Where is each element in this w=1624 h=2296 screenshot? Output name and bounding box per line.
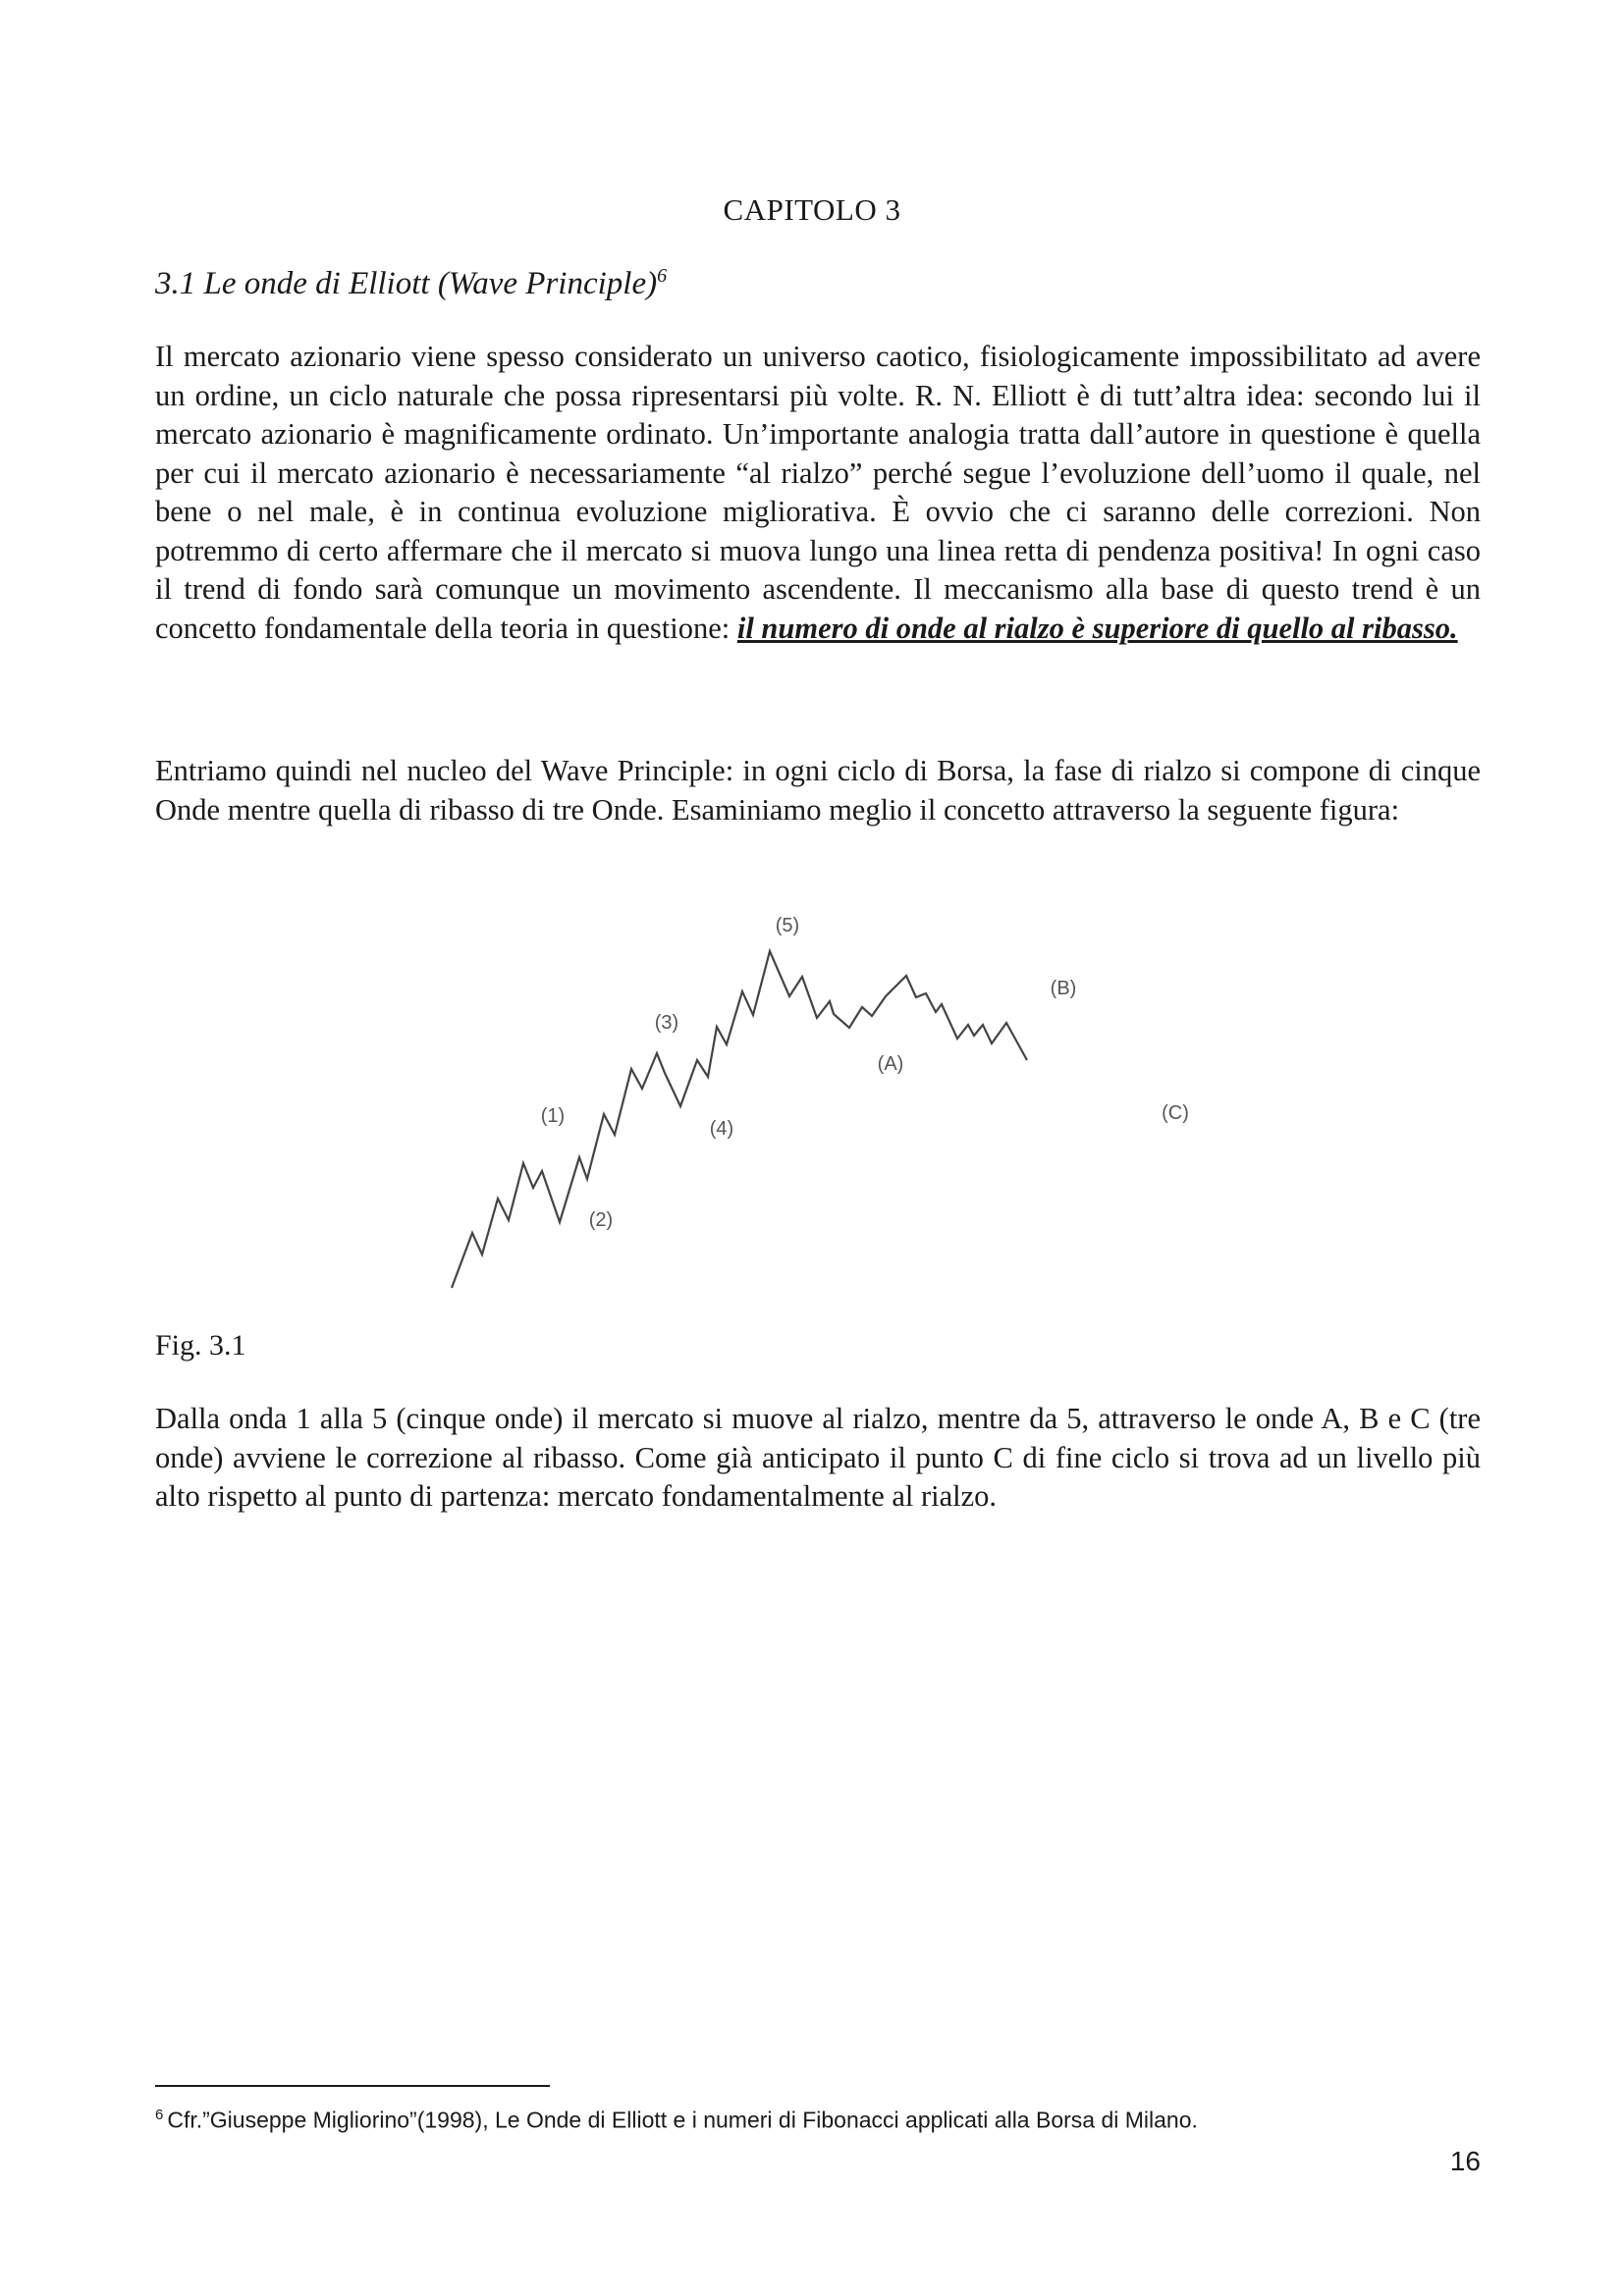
wave-label-1: (1) — [540, 1105, 566, 1127]
paragraph-intro-emphasis: il numero di onde al rialzo è superiore di quello al ribasso. — [736, 611, 1458, 645]
wave-label-a: (A) — [877, 1053, 904, 1075]
paragraph-wave-principle: Entriamo quindi nel nucleo del Wave Principle: in ogni ciclo di Borsa, la fase di rialzo si compone di cinque Onde mentre quella di ribasso di tre Onde. Esaminiamo meglio il concetto attraverso la seguente figura: — [155, 754, 1481, 827]
paragraph-intro-text: Il mercato azionario viene spesso considerato un universo caotico, fisiologicamente impossibilitato ad avere un ordine, un ciclo naturale che possa ripresentarsi più volte. R. N. Elliott è di tutt’altra idea: secondo lui il mercato azionario è magnificamente ordinato. Un’importante analogia tratta dall’autore in questione è quella per cui il mercato azionario è necessariamente “al rialzo” perché segue l’evoluzione dell’uomo il quale, nel bene o nel male, è in continua evoluzione migliorativa. È ovvio che ci saranno delle correzioni. Non potremmo di certo affermare che il mercato si muova lungo una linea retta di pendenza positiva! In ogni caso il trend di fondo sarà comunque un movimento ascendente. Il meccanismo alla base di questo trend è un concetto fondamentale della teoria in questione: — [155, 340, 1481, 645]
wave-label-b: (B) — [1050, 978, 1077, 999]
footnote-number: 6 — [155, 2107, 164, 2123]
footnote-text: Cfr.”Giuseppe Migliorino”(1998), Le Onde di Elliott e i numeri di Fibonacci applicati alla Borsa di Milano. — [167, 2107, 1198, 2133]
chapter-heading: CAPITOLO 3 — [723, 192, 901, 227]
wave-label-4: (4) — [709, 1118, 734, 1140]
wave-label-5: (5) — [775, 915, 800, 936]
elliott-wave-figure — [432, 898, 1218, 1310]
wave-line — [452, 951, 1027, 1288]
footnote — [155, 2107, 1198, 2134]
footnote-reference[interactable]: 6 — [657, 265, 668, 287]
paragraph-intro — [155, 338, 1481, 648]
figure-caption: Fig. 3.1 — [155, 1329, 246, 1362]
section-title-text: 3.1 Le onde di Elliott (Wave Principle) — [155, 266, 658, 301]
page-number: 16 — [1449, 2146, 1481, 2176]
wave-label-c: (C) — [1162, 1102, 1189, 1124]
wave-label-2: (2) — [588, 1209, 614, 1231]
footnote-divider — [155, 2085, 550, 2087]
paragraph-conclusion: Dalla onda 1 alla 5 (cinque onde) il mercato si muove al rialzo, mentre da 5, attraverso le onde A, B e C (tre onde) avviene le correzione al ribasso. Come già anticipato il punto C di fine ciclo si trova ad un livello più alto rispetto al punto di partenza: mercato fondamentalmente al rialzo. — [155, 1402, 1481, 1513]
wave-label-3: (3) — [654, 1012, 679, 1034]
section-title — [155, 265, 667, 302]
